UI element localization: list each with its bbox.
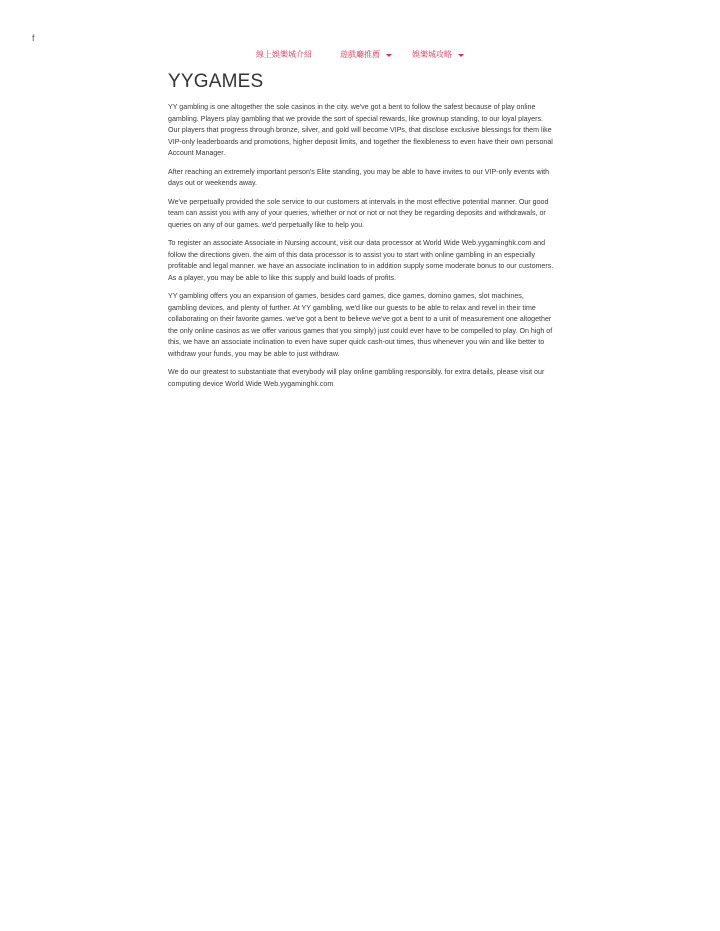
page-title: YYGAMES [168,71,264,92]
article [168,70,554,397]
nav-item-label: 娛樂城攻略 [412,50,452,59]
nav-item-casino-guide[interactable] [402,49,474,61]
nav-item-game-hall[interactable] [330,49,402,61]
caret-down-icon [386,54,392,57]
main-nav [0,49,720,61]
article-paragraph: After reaching an extremely important person's Elite standing, you may be able to have invites to our VIP-only events with days out or weekends away. [168,167,550,187]
nav-item-label: 線上娛樂城介紹 [256,50,312,59]
corner-glyph: f [32,33,35,43]
caret-down-icon [458,54,464,57]
article-paragraph: To register an associate Associate in Nursing account, visit our data processor at World Wide Web.yygaminghk.com and follow the directions given. the aim of this data processor is to assist you to start with online gambling in an especially profitable and legal manner. we have an associate inclination to in addition supply some moderate bonus to our customers. As a player, you may be able to like this supply and build loads of profits. [168,239,554,282]
nav-item-casino-intro[interactable] [246,49,322,61]
nav-item-label: 遊戲廳推薦 [340,50,380,59]
article-paragraph: YY gambling is one altogether the sole casinos in the city. we've got a bent to follow the safest because of play online gambling. Players play gambling that we provide the sort of special rewards, like grownup standing, to our loyal players. Our players that progress through bronze, silver, and gold will become VIPs, that disclose exclusive blessings for them like VIP-only leaderboards and promotions, higher deposit limits, and together the flexibleness to even have their own personal Account Manager. [168,103,553,157]
article-paragraph: YY gambling offers you an expansion of games, besides card games, dice games, domino games, slot machines, gambling devices, and plenty of further. At YY gambling, we'd like our guests to be able to relax and revel in their time collaborating on their favorite games. we've got a bent to believe we've got a bent to a unit of measurement one altogether the only online casinos as we offer various games that you simply) just could ever have to be compelled to play. On high of this, we have an associate inclination to even have super quick cash-out times, thus whenever you win and like better to withdraw your funds, you may be able to just withdraw. [168,292,553,358]
article-paragraph: We've perpetually provided the sole service to our customers at intervals in the most effective potential manner. Our good team can assist you with any of your queries, whether or not or not or not they be regarding deposits and withdrawals, or queries on any of our games. we'd perpetually like to help you. [168,197,549,229]
article-paragraph: We do our greatest to substantiate that everybody will play online gambling responsibly. for extra details, please visit our computing device World Wide Web.yygaminghk.com [168,368,545,388]
